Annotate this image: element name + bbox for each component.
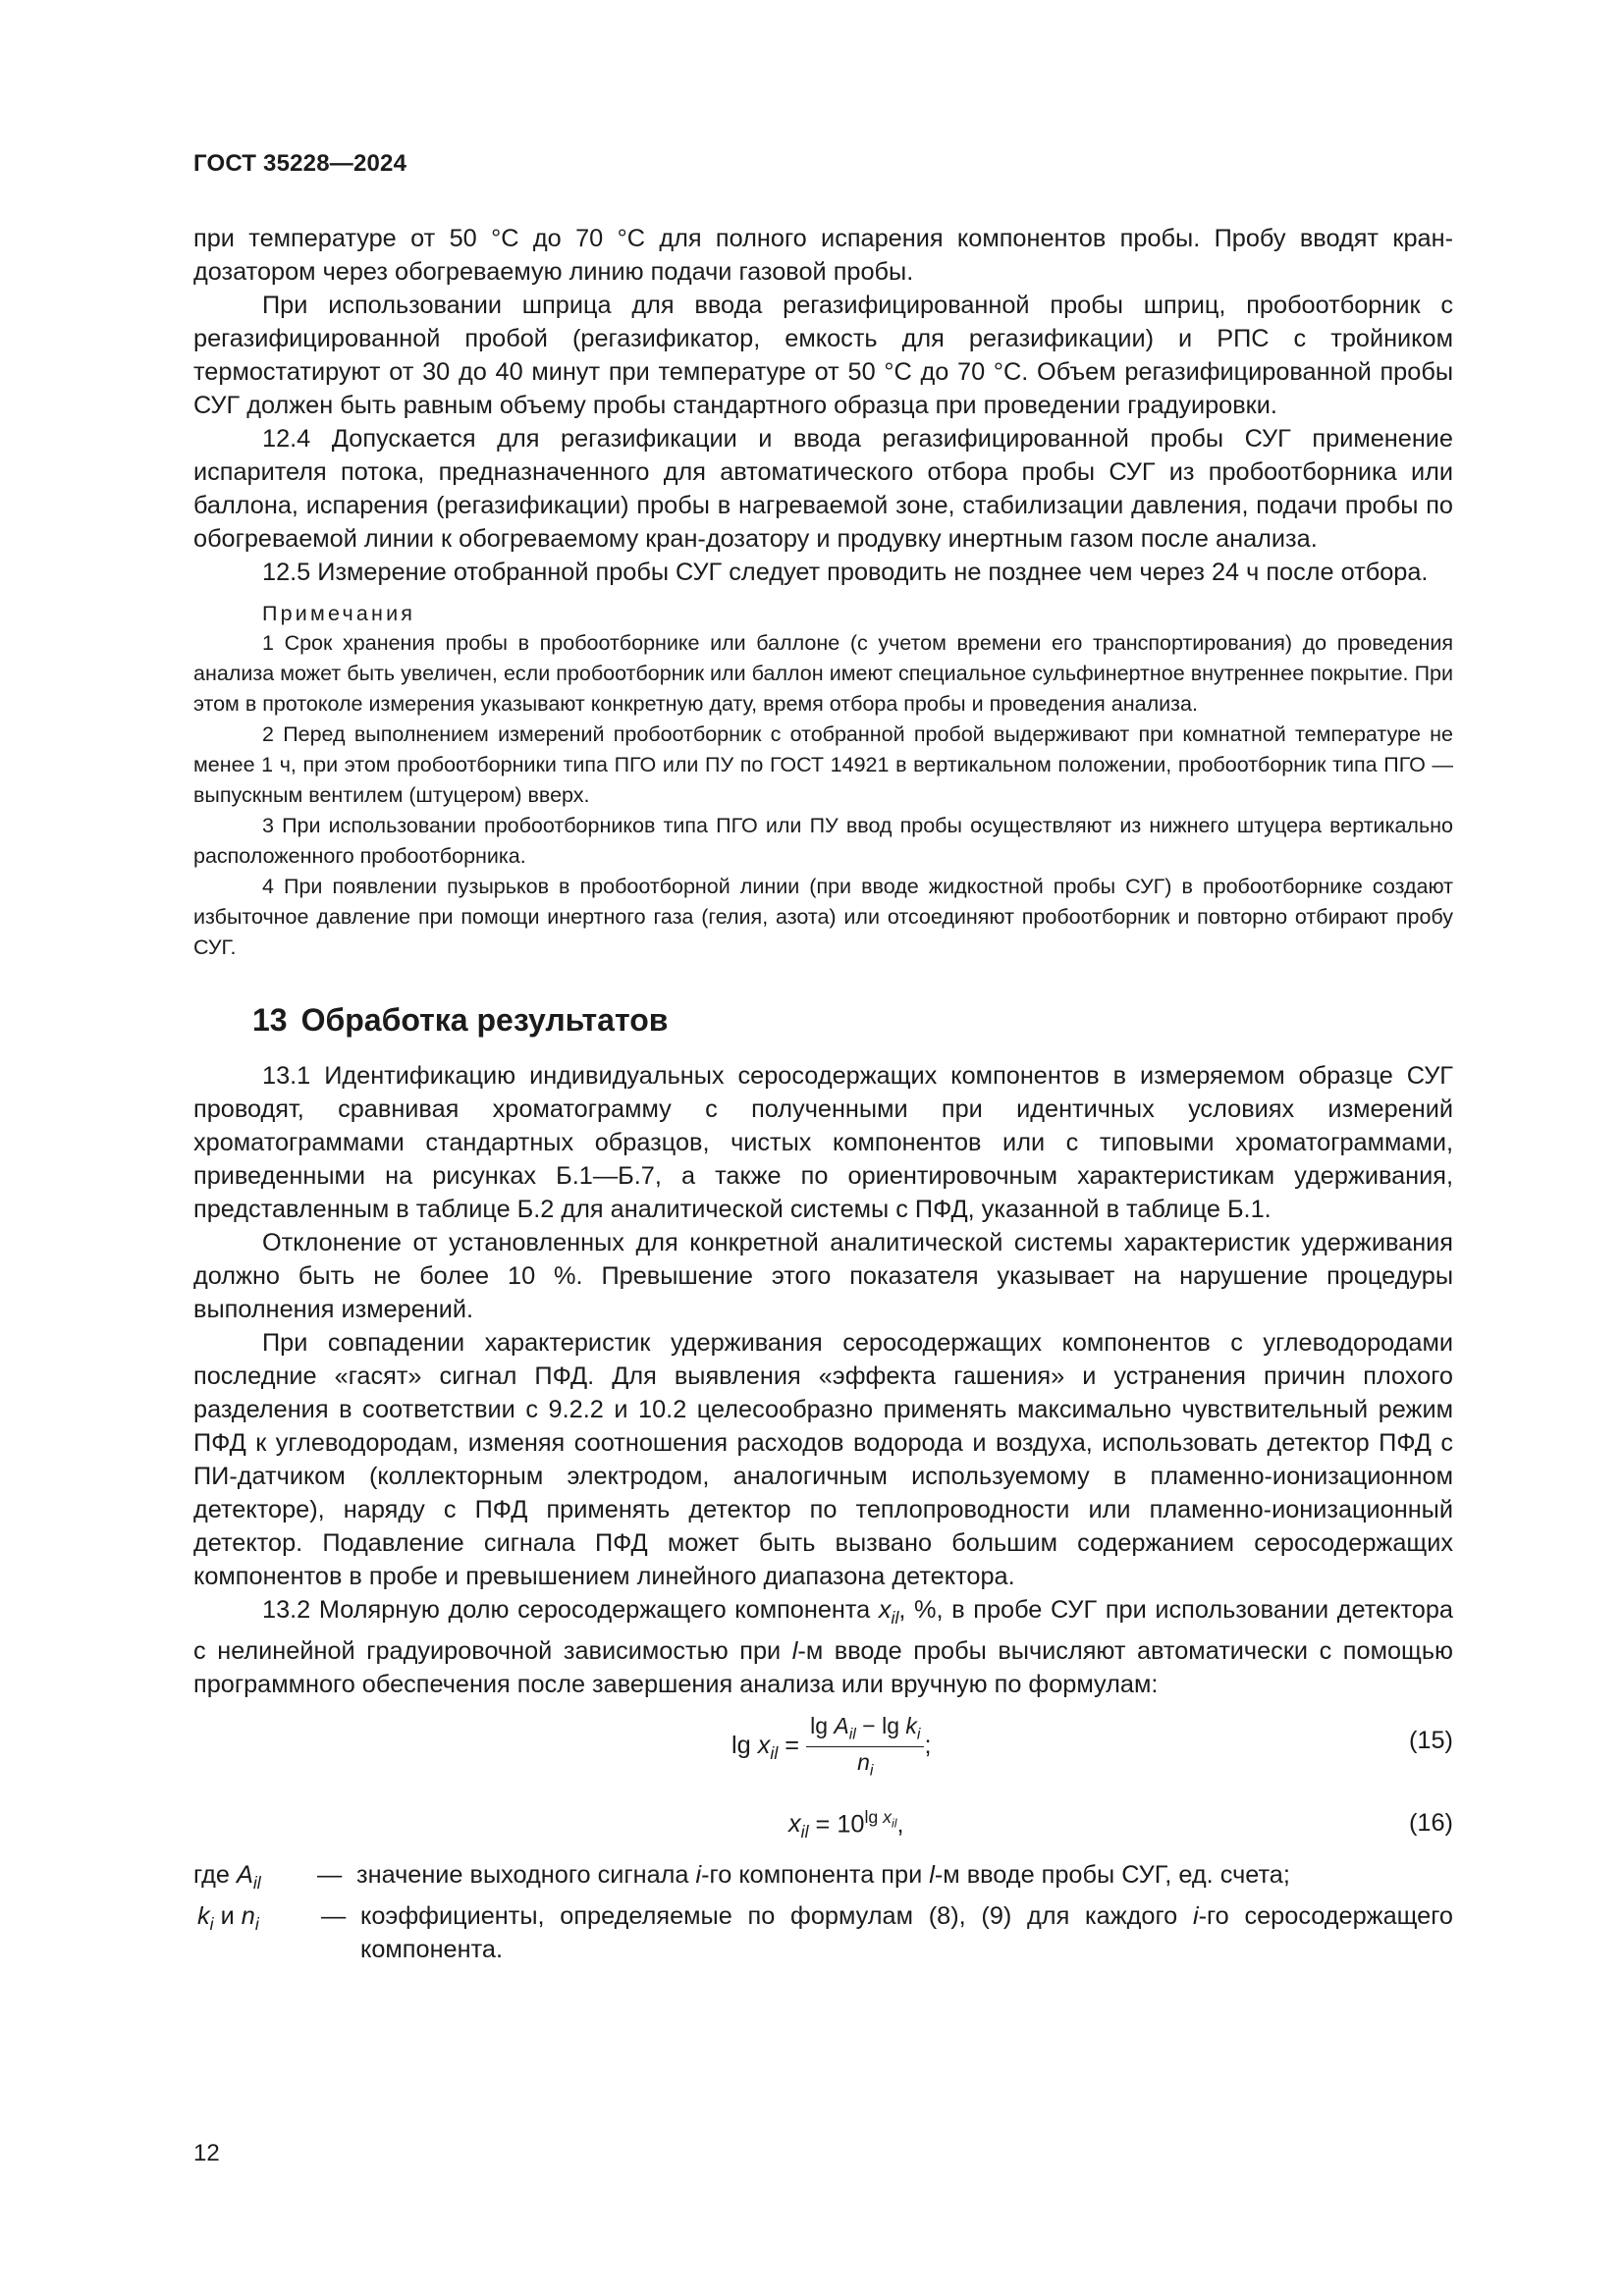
def-a-part1: значение выходного сигнала: [356, 1861, 696, 1890]
formula-15: [193, 1701, 1453, 1788]
def-kn-part1: коэффициенты, определяемые по формулам (8), (9) для каждого: [360, 1902, 1193, 1931]
paragraph-deviation: Отклонение от установленных для конкретной аналитической системы характеристик удерживания должно быть не более 10 %. Превышение этого показателя указывает на нарушение процедуры выполнения измерений.: [193, 1229, 1453, 1323]
var-l: l: [791, 1637, 798, 1666]
paragraph-syringe: При использовании шприца для ввода регазифицированной пробы шприц, пробоотборник с регазифицированной пробой (регазификатор, емкость для регазификации) и РПС с тройником термостатируют от 30 до 40 минут при температуре от 50 °С до 70 °С. Объем регазифицированной пробы СУГ должен быть равным объему пробы стандартного образца при проведении градуировки.: [193, 292, 1453, 419]
definition-row-k-n: [193, 1899, 1453, 1966]
note-1: 1 Срок хранения пробы в пробоотборнике или баллоне (с учетом времени его транспортирования) до проведения анализа может быть увеличен, если пробоотборник или баллон имеют специальное сульфинертное внутреннее покрытие. При этом в протоколе измерения указывают конкретную дату, время отбора пробы и проведения анализа.: [193, 631, 1453, 716]
note-2: 2 Перед выполнением измерений пробоотборник с отобранной пробой выдерживают при комнатной температуре не менее 1 ч, при этом пробоотборники типа ПГО или ПУ по ГОСТ 14921 в вертикальном положении, пробоотборник типа ПГО — выпускным вентилем (штуцером) вверх.: [193, 722, 1453, 807]
where-definitions: [193, 1858, 1453, 1966]
formula-15-expression: $\lg x_{il}$ = $\frac{\lg A_{il} - \lg k_i}{n_i}$ ;: [731, 1713, 932, 1780]
definition-desc-k-n: коэффициенты, определяемые по формулам (8), (9) для каждого i-го серосодержащего компонента.: [360, 1902, 1453, 1964]
paragraph-continuation: при температуре от 50 °С до 70 °С для полного испарения компонентов пробы. Пробу вводят кран-дозатором через обогреваемую линию подачи газовой пробы.: [193, 225, 1453, 286]
def-a-part3: -м вводе пробы СУГ, ед. счета;: [934, 1861, 1290, 1890]
standard-header: ГОСТ 35228—2024: [193, 150, 407, 177]
page-number: 12: [193, 2140, 220, 2166]
note-4: 4 При появлении пузырьков в пробоотборной линии (при вводе жидкостной пробы СУГ) в пробоотборнике создают избыточное давление при помощи инертного газа (гелия, азота) или отсоединяют пробоотборник и повторно отбирают пробу СУГ.: [193, 875, 1453, 959]
p132-part-c: -м вводе пробы вычисляют автоматически с помощью программного обеспечения после завершения анализа или вручную по формулам:: [193, 1637, 1453, 1699]
formula-16-number: (16): [1409, 1809, 1453, 1838]
formula-15-number: (15): [1409, 1727, 1453, 1755]
notes-title: Примечания: [262, 602, 416, 625]
paragraph-quenching: При совпадении характеристик удерживания серосодержащих компонентов с углеводородами последние «гасят» сигнал ПФД. Для выявления «эффекта гашения» и устранения причин плохого разделения в соответствии с 9.2.2 и 10.2 целесообразно применять максимально чувствительный режим ПФД к углеводородам, изменяя соотношения расходов водорода и воздуха, использовать детектор ПФД с ПИ-датчиком (коллекторным электродом, аналогичным используемому в пламенно-ионизационном детекторе), наряду с ПФД применять детектор по теплопроводности или пламенно-ионизационный детектор. Подавление сигнала ПФД может быть вызвано большим содержанием серосодержащих компонентов в пробе и превышением линейного диапазона детектора.: [193, 1329, 1453, 1590]
paragraph-13-2: [193, 1593, 1453, 1701]
where-prefix: где: [193, 1861, 230, 1890]
note-3: 3 При использовании пробоотборников типа ПГО или ПУ ввод пробы осуществляют из нижнего штуцера вертикально расположенного пробоотборника.: [193, 814, 1453, 868]
paragraph-13-1: 13.1 Идентификацию индивидуальных серосодержащих компонентов в измеряемом образце СУГ проводят, сравнивая хроматограмму с полученными при идентичных условиях измерений хроматограммами стандартных образцов, чистых компонентов или с типовыми хроматограммами, приведенными на рисунках Б.1—Б.7, а также по ориентировочным характеристикам удерживания, представленным в таблице Б.2 для аналитической системы с ПФД, указанной в таблице Б.1.: [193, 1062, 1453, 1223]
where-conj: и: [220, 1902, 235, 1931]
var-x-il: $x_{il}$: [878, 1596, 899, 1629]
definition-term-A: где $A_{il}$: [193, 1861, 261, 1894]
definition-dash: —: [321, 1902, 347, 1931]
definition-dash: —: [317, 1861, 343, 1890]
p132-part-a: 13.2 Молярную долю серосодержащего компонента: [262, 1596, 879, 1624]
def-kn-part2: -го серосодержащего компонента.: [360, 1902, 1453, 1964]
definition-desc-A: значение выходного сигнала i-го компонента при l-м вводе пробы СУГ, ед. счета;: [356, 1861, 1290, 1890]
p132-part-b: , %, в пробе СУГ при использовании детектора с нелинейной градуировочной зависимостью при: [193, 1596, 1453, 1666]
section-number: 13: [252, 1002, 288, 1038]
def-a-part2: -го компонента при: [701, 1861, 930, 1890]
paragraph-12-4: 12.4 Допускается для регазификации и ввода регазифицированной пробы СУГ применение испарителя потока, предназначенного для автоматического отбора пробы СУГ из пробоотборника или баллона, испарения (регазификации) пробы в нагреваемой зоне, стабилизации давления, подачи пробы по обогреваемой линии к обогреваемому кран-дозатору и продувку инертным газом после анализа.: [193, 425, 1453, 553]
paragraph-12-5: 12.5 Измерение отобранной пробы СУГ следует проводить не позднее чем через 24 ч после отбора.: [262, 559, 1429, 586]
page-body: [193, 222, 1453, 1966]
section-title: Обработка результатов: [300, 1002, 669, 1038]
section-heading: [252, 1000, 1453, 1040]
formula-16: [193, 1788, 1453, 1858]
definition-row-A: [193, 1858, 1453, 1899]
definition-term-k-n: $k_i$ и $n_i$: [197, 1902, 259, 1935]
formula-16-expression: $x_{il} = 10^{lg x_{il}}$,: [788, 1807, 904, 1842]
